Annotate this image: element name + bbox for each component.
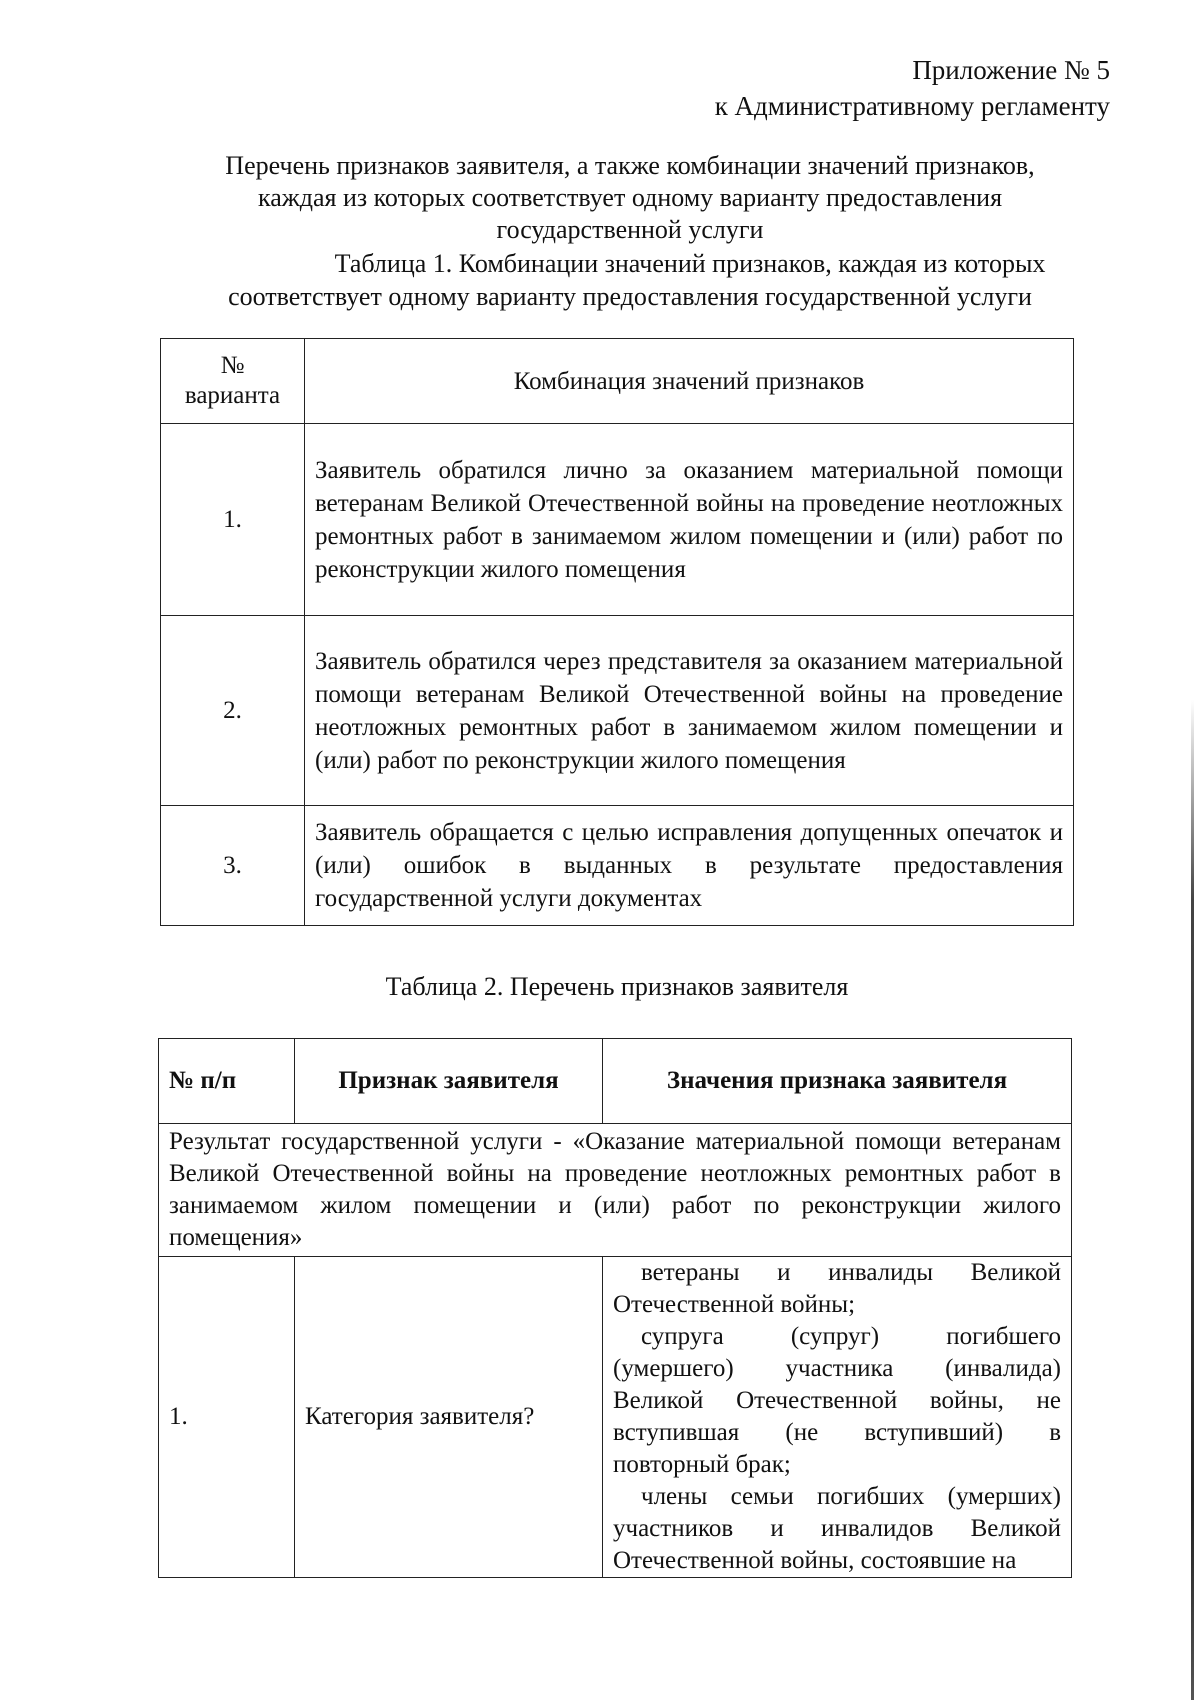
table-row bbox=[159, 1257, 1072, 1578]
table1-caption bbox=[170, 247, 1090, 313]
result-row bbox=[159, 1124, 1072, 1257]
header-combination: Комбинация значений признаков bbox=[305, 339, 1074, 424]
feature-name: Категория заявителя? bbox=[295, 1257, 603, 1578]
header-num-word: варианта bbox=[184, 382, 281, 409]
header-num-symbol: № bbox=[220, 352, 245, 379]
table-header-row bbox=[161, 339, 1074, 424]
table-header-row bbox=[159, 1039, 1072, 1124]
feature-number: 1. bbox=[159, 1257, 295, 1578]
appendix-label bbox=[715, 52, 1110, 124]
value-item: члены семьи погибших (умерших) участников и инвалидов Великой Отечественной войны, состоявшие на bbox=[613, 1483, 1061, 1574]
variant-text: Заявитель обратился через представителя за оказанием материальной помощи ветеранам Великой Отечественной войны на проведение неотложных ремонтных работ в занимаемом жилом помещении и (или) работ по реконструкции жилого помещения bbox=[305, 616, 1074, 806]
feature-values bbox=[603, 1257, 1072, 1578]
header-feature: Признак заявителя bbox=[295, 1039, 603, 1124]
header-number: № п/п bbox=[159, 1039, 295, 1124]
variant-number: 3. bbox=[161, 806, 305, 926]
table-row bbox=[161, 424, 1074, 616]
title-line-2: каждая из которых соответствует одному варианту предоставления bbox=[257, 183, 1003, 212]
appendix-number: Приложение № 5 bbox=[912, 55, 1110, 85]
title-line-3: государственной услуги bbox=[496, 215, 764, 244]
scan-edge-shadow bbox=[1191, 700, 1194, 1700]
table-row bbox=[161, 616, 1074, 806]
value-item: супруга (супруг) погибшего (умершего) участника (инвалида) Великой Отечественной войны, не вступившая (не вступивший) в повторный брак; bbox=[613, 1323, 1061, 1478]
table2-caption: Таблица 2. Перечень признаков заявителя bbox=[385, 972, 849, 1001]
title-line-1: Перечень признаков заявителя, а также комбинации значений признаков, bbox=[225, 151, 1035, 180]
variant-text: Заявитель обратился лично за оказанием материальной помощи ветеранам Великой Отечественной войны на проведение неотложных ремонтных работ в занимаемом жилом помещении и (или) работ по реконструкции жилого помещения bbox=[305, 424, 1074, 616]
variant-number: 2. bbox=[161, 616, 305, 806]
header-variant-number bbox=[161, 339, 305, 424]
variant-number: 1. bbox=[161, 424, 305, 616]
variant-text: Заявитель обращается с целью исправления допущенных опечаток и (или) ошибок в выданных в результате предоставления государственной услуги документах bbox=[305, 806, 1074, 926]
header-values: Значения признака заявителя bbox=[603, 1039, 1072, 1124]
table1-caption-line-1: Таблица 1. Комбинации значений признаков, каждая из которых bbox=[334, 249, 1046, 278]
table1-caption-line-2: соответствует одному варианту предоставления государственной услуги bbox=[228, 282, 1032, 311]
features-table bbox=[158, 1038, 1072, 1578]
value-item: ветераны и инвалиды Великой Отечественной войны; bbox=[613, 1259, 1061, 1318]
appendix-reference: к Административному регламенту bbox=[714, 91, 1110, 121]
document-title bbox=[170, 150, 1090, 246]
table-row bbox=[161, 806, 1074, 926]
result-text: Результат государственной услуги - «Оказание материальной помощи ветеранам Великой Отечественной войны на проведение неотложных ремонтных работ в занимаемом жилом помещении и (или) работ по реконструкции жилого помещения» bbox=[159, 1124, 1072, 1257]
variants-table bbox=[160, 338, 1074, 926]
